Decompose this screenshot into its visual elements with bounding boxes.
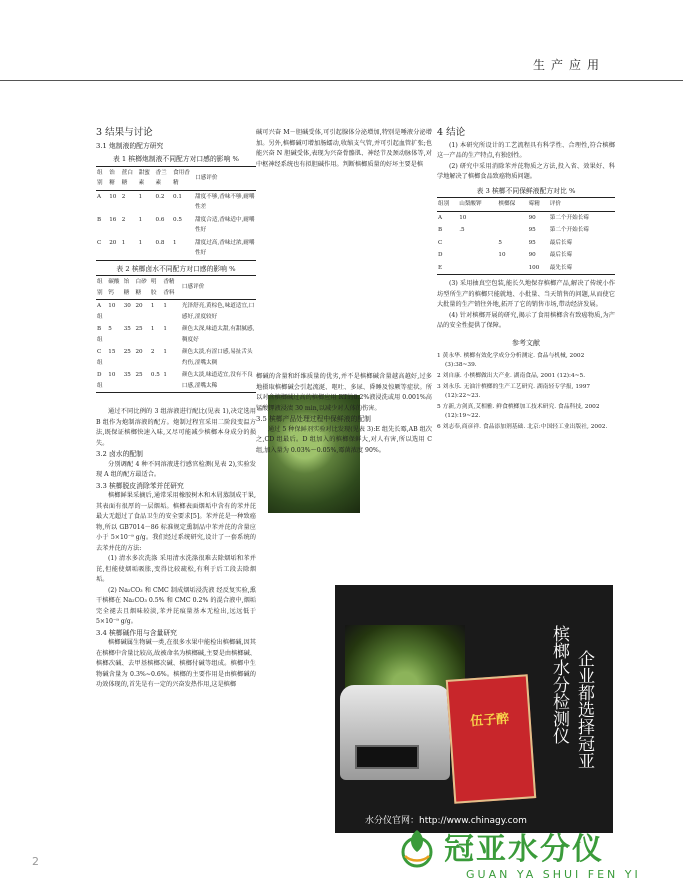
section-heading-results: 3 结果与讨论	[96, 127, 153, 138]
table-cell: C	[96, 237, 108, 261]
table-cell: 颜色太淡,味道适宜,没有不良口感,涩嘴太稀	[181, 369, 256, 393]
table-cell: 10	[498, 252, 506, 258]
table-2	[96, 275, 256, 393]
table-cell: 最后长霉	[549, 239, 573, 246]
table-row	[437, 249, 615, 262]
table-row	[96, 237, 256, 261]
reference-item: 1 黄永华. 槟榔有效化学成分分析测定. 食品与机械, 2002 (3):38~39.	[437, 353, 585, 368]
paragraph: 分别调配 4 种不同溶液进行感官检测(见表 2),实验发现 A 组的配方最适合。	[96, 460, 256, 478]
table-cell: 最后长霉	[549, 252, 573, 258]
table-cell: 1	[162, 369, 181, 393]
table-row	[437, 237, 615, 250]
table-header-cell: 口感评价	[181, 276, 256, 300]
table-cell: B	[97, 216, 102, 223]
table-cell: 90	[528, 214, 536, 221]
subheading-3-2: 3.2 卤水的配制	[96, 450, 143, 458]
table-cell: 2	[150, 349, 155, 355]
table-cell: 1	[163, 303, 167, 309]
paragraph: (1) 清水多次洗涤 采用清水洗涤很难去除烟垢和苯并芘,但能使烟垢吸胀,变得比较疏松,有利于后工段去除烟垢。	[96, 555, 256, 583]
table-cell: 20	[135, 349, 143, 355]
reference-item: 6 刘志奉,商彦祥. 食品添加剂基础. 北京:中国轻工业出版社, 2002.	[437, 424, 608, 430]
table-cell: 颜色太深,味道太甜,有甜腻感,稠度好	[181, 326, 255, 343]
advertisement	[335, 585, 613, 833]
section-heading-conclusion: 4 结论	[437, 127, 466, 138]
table-cell: 35	[123, 326, 131, 332]
table-cell	[497, 224, 527, 237]
table-cell: .5	[459, 227, 465, 233]
table-cell: 2	[121, 193, 126, 200]
table-cell: 15	[108, 349, 116, 355]
table-cell: 25	[123, 349, 131, 355]
table-cell: 1	[172, 237, 194, 261]
analyzer-display	[355, 745, 419, 769]
brand-pinyin: GUAN YA SHUI FEN YI	[466, 868, 641, 881]
paragraph: 榔碱的含量和纤维质量的优劣,并不是槟榔碱含量越高越好,过多地摄取槟榔碱会引起流涎、呕吐、多尿、昏睡及惊厥等症状。所以对含槟榔碱过高的槟榔应用 RT的0.2%液浸洗或用 0.001%高锰酸钾液浸渍 30 min,以减少对人体的伤害。	[256, 373, 432, 412]
reference-item: 5 方新,方剑真,艾相雅. 鲜食槟榔加工技术研究. 食品科技, 2002 (12):19~22.	[437, 404, 600, 419]
subheading-3-1: 3.1 炮制液的配方研究	[96, 141, 164, 150]
table-cell	[458, 249, 497, 262]
table-cell: D	[438, 252, 443, 258]
table-header-cell: 组别	[96, 276, 107, 300]
table-cell: 95	[528, 239, 536, 246]
table-cell: 1	[121, 237, 138, 261]
table-cell: E	[437, 262, 458, 275]
table-cell: 16	[109, 216, 117, 223]
table-header-cell: 白砂糖	[134, 276, 149, 300]
paragraph: (2) Na₂CO₃ 和 CMC 制成烟垢浸洗液 经反复实验,熏干槟榔在 Na₂CO₃ 0.5% 和 CMC 0.2% 的混合液中,烟垢完全褪去且烟味较淡,苯并芘痕量基本无检出,远远低于 5×10⁻⁹ g/g。	[96, 586, 256, 625]
table-cell: C	[438, 239, 443, 246]
table-cell: 0.1	[172, 193, 182, 200]
table-cell: 25	[134, 369, 149, 393]
paragraph: (4) 针对槟榔开展的研究,揭示了食用槟榔含有致癌物质,为产品的安全性提供了保障。	[437, 311, 615, 329]
table-cell: 0.5	[150, 369, 162, 393]
table-cell	[458, 237, 497, 250]
table-header-cell: 碳酸钙	[107, 276, 122, 300]
table-header-cell: 明胶	[150, 276, 162, 300]
table-row	[96, 369, 256, 393]
table-3	[437, 197, 615, 275]
table-cell: 35	[123, 369, 135, 393]
table-cell: 1	[163, 349, 167, 355]
table-cell: 20	[135, 303, 143, 309]
paragraph: (3) 采用抽真空包装,能长久地保存槟榔产品,解决了传统小作坊型所生产的槟榔只能就地、小批量、当天销售的问题,从而使它大批量的生产销往外地,拓开了它的销售市场,带动经济发展。	[437, 280, 615, 308]
reference-item: 2 刘自康. 小槟榔做出大产业. 湖南食品, 2001 (12):4~5.	[437, 373, 586, 379]
table-header-cell: 食用香精	[172, 166, 194, 190]
table-header-cell: 组别	[96, 166, 108, 190]
table-header-cell: 饴糖	[108, 166, 121, 190]
brand-name: 冠亚水分仪	[444, 832, 604, 867]
paragraph: 碱可兴奋 M－胆碱受体,可引起腺体分泌增加,特别是唾液分泌增加。另外,槟榔碱可增加肠蠕动,收缩支气管,并可引起血管扩张;也能兴奋 N 胆碱受体,表现为兴奋骨骼肌、神经节及颈动脉体等,对中枢神经系统也有拟胆碱作用。判断槟榔质量的好坏主要是槟	[256, 129, 432, 168]
table-cell: 第二个开始长霉	[549, 214, 589, 221]
table-cell: 30	[123, 303, 131, 309]
section-label: 生产应用	[533, 58, 606, 72]
table-cell: 20	[108, 237, 121, 261]
table-cell: 颜色太淡,有涩口感,易扯舌头灼伤,涩嘴太稠	[181, 349, 253, 366]
table-cell: 10	[108, 303, 116, 309]
page-number: 2	[32, 855, 39, 868]
column-2	[256, 128, 432, 170]
paragraph: 槟榔鲜果采摘后,通常采用橡胶树木和木屑蒸制成干果,其表面有很厚的一层烟垢。槟榔表面烟垢中含有的苯并芘最大无超过了食品卫生的安全要求[5]。苯并芘是一种致癌物,所以 GB7014－86 标准规定熏制品中苯并芘的含量应小于 5×10⁻⁹ g/g。我们经过系统研究,设计了一套系统的去苯并芘的方法:	[96, 492, 256, 552]
table-cell: 最先长霉	[549, 262, 615, 275]
table-cell: 10	[107, 369, 122, 393]
table-cell: 5	[108, 326, 112, 332]
subheading-3-3: 3.3 槟榔脱皮消除苯并芘研究	[96, 481, 184, 490]
table-cell: 0.5	[172, 216, 182, 223]
reference-item: 3 刘永乐. 无油汁槟榔的生产工艺研究. 湖南轻专学报, 1997 (12):22~23.	[437, 384, 591, 399]
table-header-cell: 香精香料	[162, 276, 181, 300]
table-cell: D组	[96, 369, 107, 393]
ad-url: 水分仪官网：http://www.chinagy.com	[365, 816, 527, 826]
paragraph: 槟榔碱属生物碱一类,在很多水果中能检出槟榔碱,因其在槟榔中含量比较高,故被命名为槟榔碱,主要是由槟榔碱、槟榔次碱、去甲基槟榔次碱、槟榔付碱等组成。槟榔中生物碱含量为 0.3%~0.6%。槟榔的主要作用是由槟榔碱的功效体现的,首先是有一定的兴奋发热作用,这是槟榔	[96, 639, 256, 688]
table-cell: A	[97, 193, 102, 200]
table-row	[96, 190, 256, 214]
table-cell	[497, 211, 527, 224]
column-2-lower	[256, 372, 432, 456]
table-cell: 1	[138, 237, 155, 261]
table-header-cell: 评价	[549, 198, 615, 212]
table-header-cell: 组别	[437, 198, 458, 212]
leaf-logo-icon	[397, 826, 437, 870]
table-cell: 5	[498, 239, 502, 246]
table3-caption: 表 3 槟榔不同保鲜液配方对比 %	[476, 186, 576, 195]
table-cell: 1	[150, 303, 155, 309]
table-cell: 25	[135, 326, 143, 332]
paragraph: 通过不同比例的 3 组溶液进行配比(见表 1),决定选用 B 组作为炮制溶液的配方。炮制过程宜采用二阶段变温方法,既保证槟榔快速入味,又尽可能减少槟榔本身成分的损失。	[96, 408, 256, 447]
table-cell: 95	[528, 227, 536, 233]
table-cell: 甜度合适,香味适中,耐嚼性好	[195, 216, 255, 233]
column-1	[96, 128, 256, 691]
table-1	[96, 166, 256, 261]
table-cell: 光泽舒亮,黄棕色,味道适宜,口感好,涩度较好	[181, 303, 255, 320]
ad-title-line-2: 企业都选择冠亚	[574, 650, 594, 769]
table-cell: A	[438, 214, 443, 221]
paragraph: (2) 研究中采用消除苯并芘物质之方法,投入省、效果好、科学地解决了槟榔食品致癌物质问题。	[437, 162, 615, 180]
table-cell	[497, 262, 527, 275]
table-cell: 0.6	[155, 216, 165, 223]
table-cell: 1	[138, 216, 143, 223]
references-title: 参考文献	[512, 338, 540, 347]
table-cell: 1	[138, 193, 143, 200]
package-brand: 伍子醉	[469, 711, 510, 730]
table-row	[96, 323, 256, 346]
table-cell: 第二个开始长霉	[549, 227, 589, 233]
table2-caption: 表 2 槟榔卤水不同配方对口感的影响 %	[116, 264, 236, 273]
table-row	[96, 346, 256, 369]
brand-footer	[397, 826, 680, 884]
table-row	[437, 211, 615, 224]
table-header-cell: 甜蜜素	[138, 166, 155, 190]
table-cell: 10	[459, 214, 467, 221]
table-header-cell: 口感评价	[194, 166, 256, 190]
table-cell: 100	[528, 262, 549, 275]
table-cell: 甜度过高,香味过浓,耐嚼性好	[194, 237, 256, 261]
subheading-3-5: 3.5 槟榔产品处理过程中保鲜液的配制	[256, 415, 371, 423]
product-package-image	[446, 674, 536, 803]
ad-title-line-1: 槟榔水分检测仪	[549, 625, 569, 744]
table-cell: 1	[163, 326, 167, 332]
table-row	[437, 262, 615, 275]
table-cell	[458, 262, 497, 275]
table-cell: 90	[528, 252, 536, 258]
table-cell: B组	[97, 326, 103, 343]
table-cell: C组	[97, 349, 103, 366]
table-cell: 甜度不够,香味不够,耐嚼性差	[195, 193, 255, 210]
table-cell: 0.2	[155, 193, 165, 200]
table-header-cell: 饴糖	[123, 276, 135, 300]
table-row	[96, 214, 256, 237]
table-header-cell: 槟榔保	[497, 198, 527, 212]
table-header-cell: 蔗白糖	[121, 166, 138, 190]
table-cell: 1	[150, 326, 155, 332]
references-list	[437, 352, 615, 432]
column-3	[437, 128, 615, 434]
table-header-cell: 山梨酸钾	[458, 198, 497, 212]
table-cell: 0.8	[155, 237, 172, 261]
table-header-cell: 香兰素	[155, 166, 172, 190]
table-row	[96, 300, 256, 324]
table-cell: 10	[109, 193, 117, 200]
table-cell: 2	[121, 216, 126, 223]
paragraph: 通过 5 种保鲜剂实验对比发现(见表 3):E 组先长霉,AB 组次之,CD 组最后。D 组加入的槟榔保鲜大,对人有害,所以选用 C 组,加入量为 0.03%～0.05%,霉菌浓度 90%。	[256, 425, 432, 454]
subheading-3-4: 3.4 槟榔碱作用与含量研究	[96, 628, 177, 637]
table-cell: B	[438, 227, 443, 233]
paragraph: (1) 本研究所设计的工艺流程具有科学性、合理性,符合槟榔这一产品的生产特点,有独创性。	[437, 141, 615, 159]
header-divider	[0, 80, 683, 81]
table-header-cell: 霉精	[528, 198, 549, 212]
table1-caption: 表 1 槟榔炮制液不同配方对口感的影响 %	[112, 155, 240, 163]
table-cell: A组	[97, 303, 103, 320]
table-row	[437, 224, 615, 237]
